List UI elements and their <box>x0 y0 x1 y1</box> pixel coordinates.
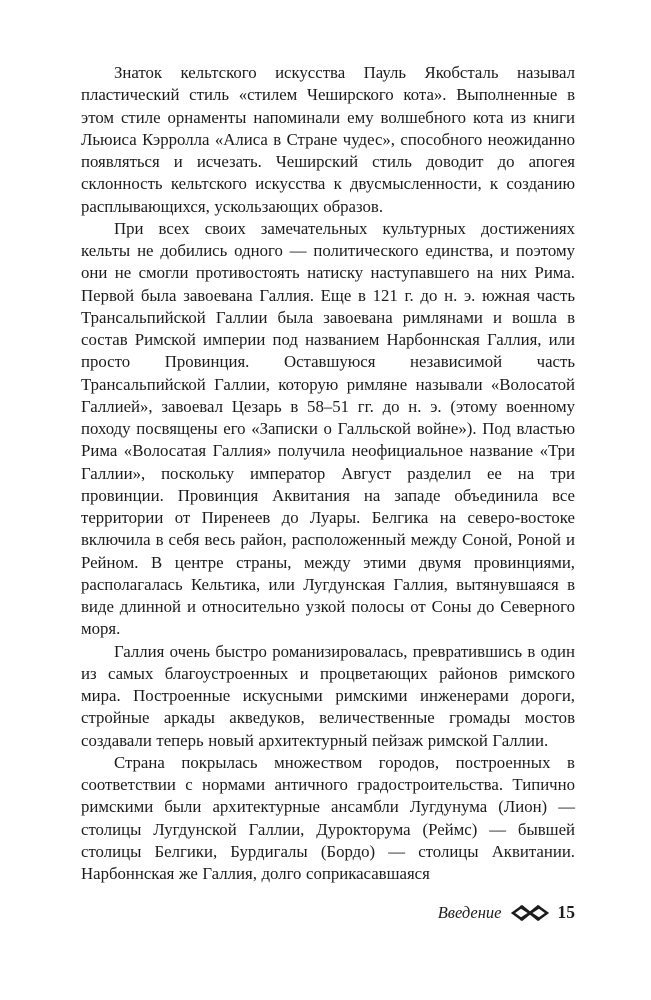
paragraph: Знаток кельтского искусства Пауль Якобсталь называл пластический стиль «стилем Чеширского кота». Выполненные в этом стиле орнаменты напоминали ему волшебного кота из книги Льюиса Кэрролла «Алиса в Стране чудес», способного неожиданно появляться и исчезать. Чеширский стиль доводит до апогея склонность кельтского искусства к двусмысленности, к созданию расплывающихся, ускользающих образов. <box>81 63 575 216</box>
paragraph: При всех своих замечательных культурных достижениях кельты не добились одного — политического единства, и поэтому они не смогли противостоять натиску наступавшего на них Рима. Первой была завоевана Галлия. Еще в 121 г. до н. э. южная часть Трансальпийской Галлии была завоевана римлянами и вошла в состав Римской империи под названием Нарбоннская Галлия, или просто Провинция. Оставшуюся независимой часть Трансальпийской Галлии, которую римляне называли «Волосатой Галлией», завоевал Цезарь в 58–51 гг. до н. э. (этому военному походу посвящены его «Записки о Галльской войне»). Под властью Рима «Волосатая Галлия» получила неофициальное название «Три Галлии», поскольку император Август разделил ее на три провинции. Провинция Аквитания на западе объединила все территории от Пиренеев до Луары. Белгика на северо-востоке включила в себя весь район, расположенный между Соной, Роной и Рейном. В центре страны, между этими двумя провинциями, располагалась Кельтика, или Лугдунская Галлия, вытянувшаяся в виде длинной и относительно узкой полосы от Соны до Северного моря. <box>81 218 575 639</box>
page-footer <box>81 902 575 923</box>
paragraph: Страна покрылась множеством городов, построенных в соответствии с нормами античного градостроительства. Типично римскими были архитектурные ансамбли Лугдунума (Лион) — столицы Лугдунской Галлии, Дурокторума (Реймс) — бывшей столицы Белгики, Бурдигалы (Бордо) — столицы Аквитании. Нарбоннская же Галлия, долго соприкасавшаяся <box>81 752 575 883</box>
page-number: 15 <box>557 902 575 923</box>
page-text <box>81 62 575 885</box>
section-title: Введение <box>437 902 502 922</box>
paragraph: Галлия очень быстро романизировалась, превратившись в один из самых благоустроенных и процветающих районов римского мира. Построенные искусными римскими инженерами дороги, стройные аркады акведуков, величественные громады мостов создавали теперь новый архитектурный пейзаж римской Галлии. <box>81 641 575 750</box>
celtic-knot-icon <box>511 905 549 921</box>
